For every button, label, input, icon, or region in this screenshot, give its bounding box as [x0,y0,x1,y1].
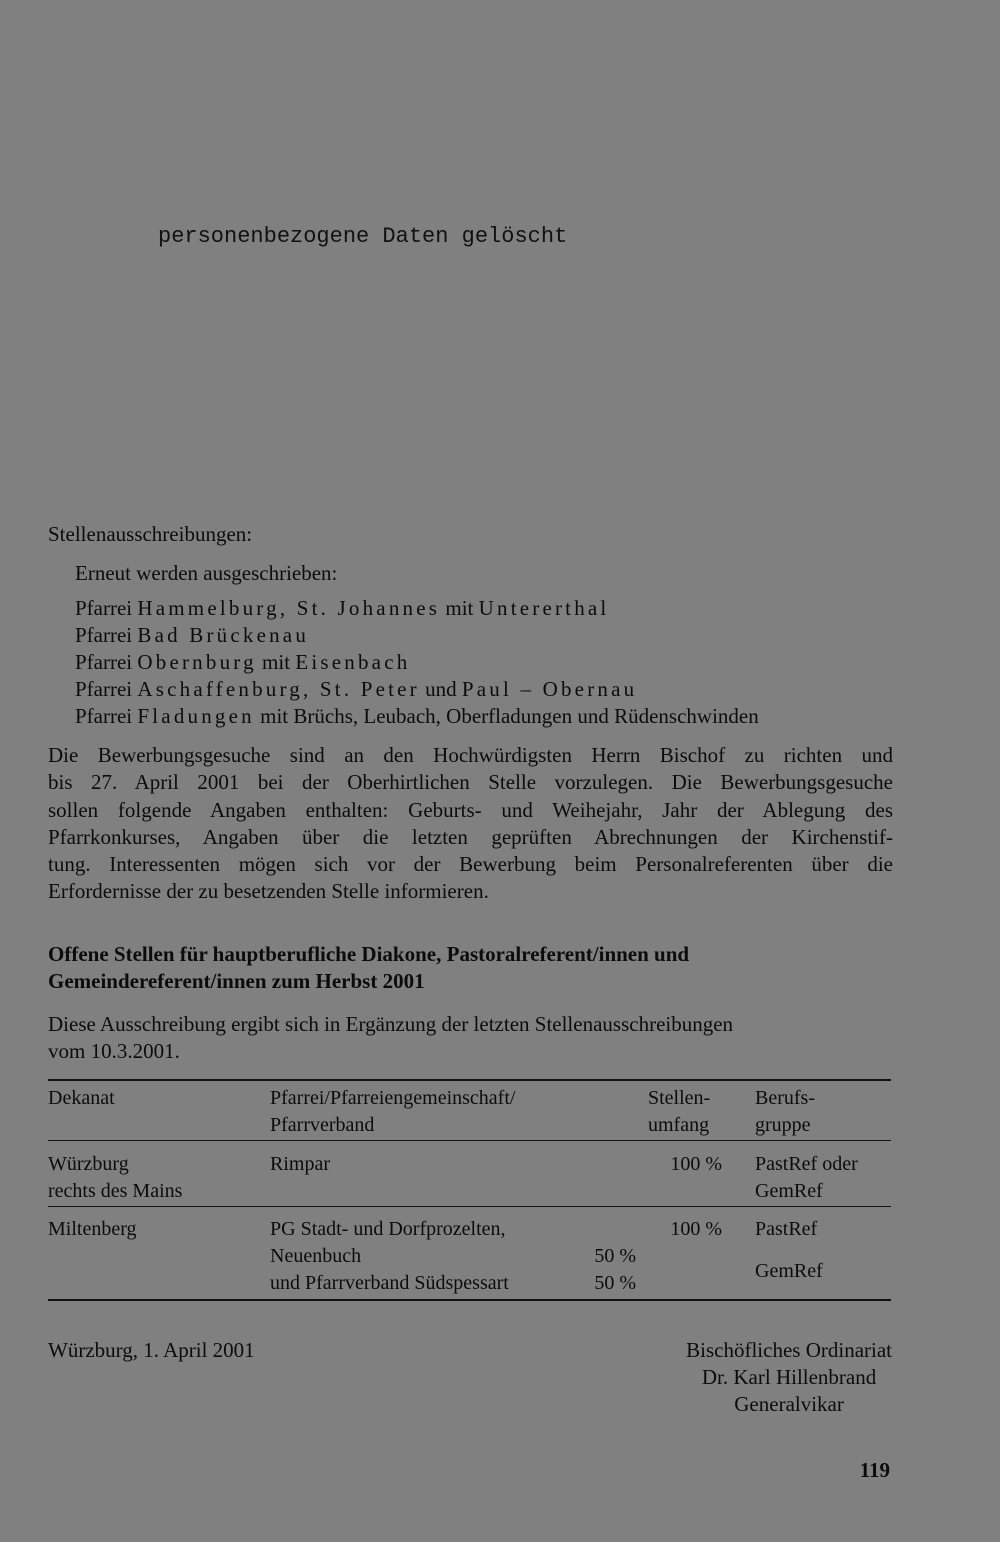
signature-block [686,1337,892,1418]
notice-line: Diese Ausschreibung ergibt sich in Ergänzung der letzten Stellenausschreibungen [48,1012,734,1036]
cell-pfarrei-share: 50 % [594,1245,636,1267]
application-instructions [48,742,893,906]
section-heading: Stellenausschreibungen: [48,522,253,546]
open-positions-notice [48,1011,893,1065]
list-item [75,676,759,703]
cell-gruppe: PastRef oder [755,1153,858,1175]
parish-name: Aschaffenburg, St. Peter [137,677,420,701]
parish-name: Obernburg [137,650,257,674]
paragraph-line: Erfordernisse der zu besetzenden Stelle informieren. [48,879,489,904]
paragraph-line: sollen folgende Angaben enthalten: Geburts- und Weihejahr, Jahr der Ablegung des [48,797,893,822]
cell-gruppe-line2: GemRef [755,1260,823,1282]
parish-name-secondary: Eisenbach [295,650,411,674]
header-pfarrei-line1: Pfarrei/Pfarreiengemeinschaft/ [270,1087,516,1109]
parish-prefix: Pfarrei [75,650,133,674]
parish-name-secondary: Untererthal [478,596,610,620]
cell-umfang: 100 % [670,1153,722,1175]
redaction-note: personenbezogene Daten gelöscht [158,224,568,249]
parish-name: Hammelburg, St. Johannes [137,596,441,620]
header-dekanat: Dekanat [48,1087,115,1109]
cell-gruppe: PastRef [755,1218,818,1240]
parish-details: Brüchs, Leubach, Oberfladungen und Rüdenschwinden [293,704,759,728]
cell-pfarrei-line2: Neuenbuch [270,1245,362,1267]
cell-dekanat: Würzburg [48,1153,129,1175]
parish-prefix: Pfarrei [75,596,133,620]
parish-list [75,595,759,730]
signature-office: Bischöfliches Ordinariat [686,1338,892,1362]
parish-prefix: Pfarrei [75,704,133,728]
cell-pfarrei-line3: und Pfarrverband Südspessart [270,1272,509,1294]
signature-title: Generalvikar [734,1392,844,1416]
cell-pfarrei: Rimpar [270,1153,330,1175]
cell-pfarrei-share: 50 % [594,1272,636,1294]
cell-dekanat: Miltenberg [48,1218,137,1240]
header-stellen-line1: Stellen- [648,1087,711,1109]
paragraph-line: bis 27. April 2001 bei der Oberhirtlichen Stelle vorzulegen. Die Bewerbungsgesuche [48,770,893,795]
table-top-rule [48,1079,891,1081]
intro-text: Erneut werden ausgeschrieben: [75,561,338,585]
list-item [75,622,759,649]
header-beruf-line1: Berufs- [755,1087,815,1109]
paragraph-line: Die Bewerbungsgesuche sind an den Hochwürdigsten Herrn Bischof zu richten und [48,743,893,767]
parish-name: Bad Brückenau [137,623,310,647]
notice-line: vom 10.3.2001. [48,1039,180,1063]
signature-name: Dr. Karl Hillenbrand [701,1365,877,1389]
header-beruf-line2: gruppe [755,1114,811,1136]
parish-connector: mit [445,596,474,620]
parish-name-secondary: Paul – Obernau [461,677,638,701]
row-rule [48,1206,891,1207]
parish-connector: mit [260,704,289,728]
heading-line: Gemeindereferent/innen zum Herbst 2001 [48,969,425,993]
table-bottom-rule [48,1299,891,1301]
parish-connector: und [425,677,457,701]
open-positions-heading [48,941,893,995]
heading-line: Offene Stellen für hauptberufliche Diakone, Pastoralreferent/innen und [48,942,690,966]
list-item [75,649,759,676]
cell-gruppe-line2: GemRef [755,1180,823,1202]
page-number: 119 [859,1458,890,1482]
header-pfarrei-line2: Pfarrverband [270,1114,375,1136]
list-item [75,703,759,730]
cell-dekanat-line2: rechts des Mains [48,1180,183,1202]
place-date: Würzburg, 1. April 2001 [48,1338,255,1362]
parish-prefix: Pfarrei [75,623,133,647]
list-item [75,595,759,622]
header-stellen-line2: umfang [648,1114,710,1136]
cell-pfarrei: PG Stadt- und Dorfprozelten, [270,1218,506,1240]
parish-prefix: Pfarrei [75,677,133,701]
cell-umfang: 100 % [670,1218,722,1240]
paragraph-line: Pfarrkonkurses, Angaben über die letzten geprüften Abrechnungen der Kirchenstif- [48,824,893,849]
paragraph-line: tung. Interessenten mögen sich vor der Bewerbung beim Personalreferenten über die [48,852,893,877]
parish-name: Fladungen [137,704,255,728]
parish-connector: mit [262,650,291,674]
header-rule [48,1140,891,1141]
